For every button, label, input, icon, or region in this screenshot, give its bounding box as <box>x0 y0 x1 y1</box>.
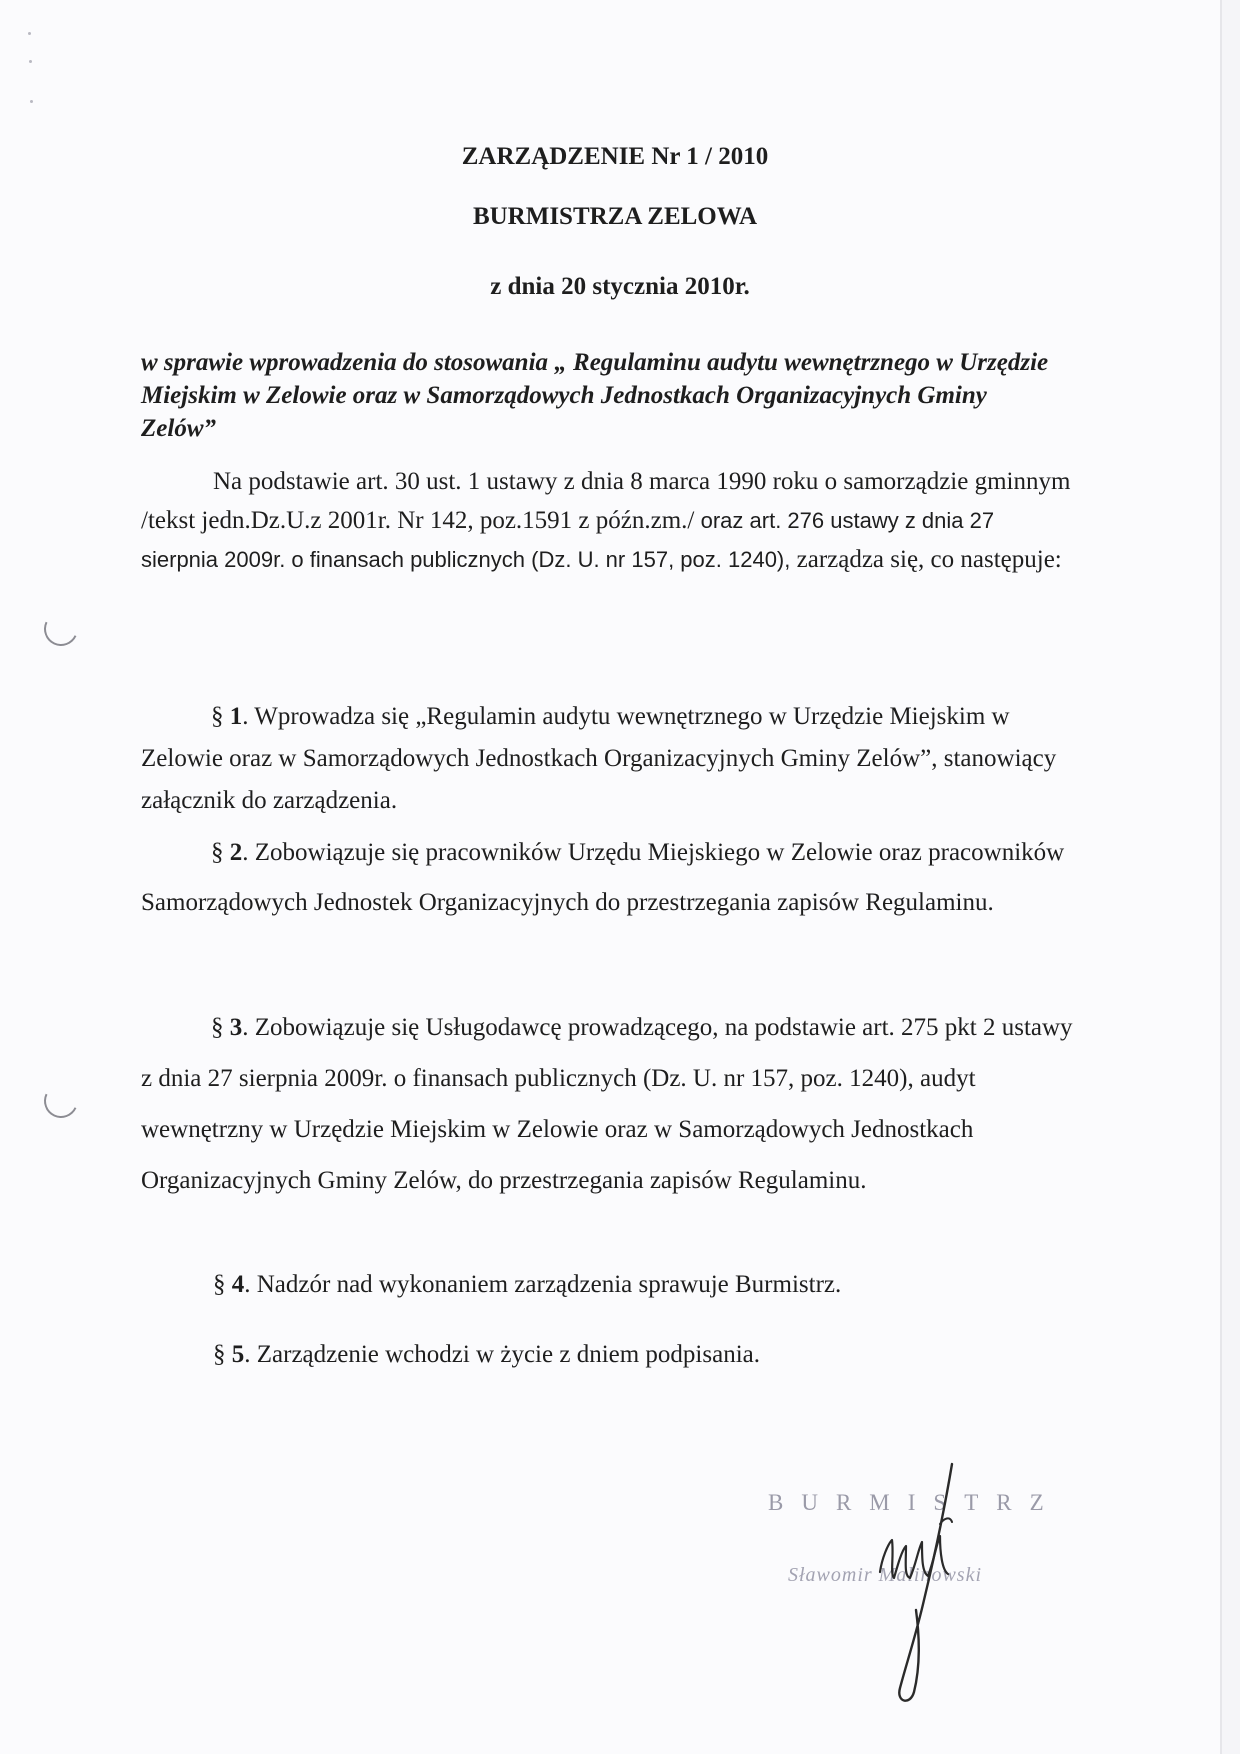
document-title: ZARZĄDZENIE Nr 1 / 2010 <box>461 143 769 170</box>
document-date: z dnia 20 stycznia 2010r. <box>490 273 750 300</box>
paragraph-2 <box>141 828 1076 928</box>
legal-basis <box>141 462 1076 579</box>
legal-basis-part2: oraz art. 276 ustawy z dnia 27 sierpnia 2009r. o finansach publicznych (Dz. U. nr 157, poz. 1240), <box>141 508 995 572</box>
scan-speck <box>28 32 31 35</box>
scan-speck <box>29 60 32 63</box>
section-sign: § <box>211 703 224 730</box>
paragraph-text: . Zobowiązuje się pracowników Urzędu Miejskiego w Zelowie oraz pracowników Samorządowych Jednostek Organizacyjnych do przestrzegania zapisów Regulaminu. <box>141 839 1065 916</box>
paragraph-text: . Nadzór nad wykonaniem zarządzenia sprawuje Burmistrz. <box>244 1271 842 1298</box>
paragraph-1 <box>141 696 1076 822</box>
section-sign: § <box>213 1341 226 1368</box>
section-sign: § <box>213 1271 226 1298</box>
section-sign: § <box>211 839 224 866</box>
paragraph-5 <box>213 1341 1073 1369</box>
legal-basis-part1: Na podstawie art. 30 ust. 1 ustawy z dnia 8 marca 1990 roku o samorządzie gminnym /tekst jedn.Dz.U.z 2001r. Nr 142, poz.1591 z późn.zm./ <box>141 468 1071 534</box>
document-subject: w sprawie wprowadzenia do stosowania „ Regulaminu audytu wewnętrznego w Urzędzie Miejskim w Zelowie oraz w Samorządowych Jednostkach Organizacyjnych Gminy Zelów” <box>141 349 1049 442</box>
paragraph-number: 5 <box>231 1341 245 1368</box>
stamp-name: Sławomir Malinowski <box>788 1564 983 1586</box>
paragraph-3 <box>141 1002 1076 1206</box>
paragraph-4 <box>213 1271 1073 1299</box>
paragraph-text: . Wprowadza się „Regulamin audytu wewnętrznego w Urzędzie Miejskim w Zelowie oraz w Samorządowych Jednostkach Organizacyjnych Gminy Zelów”, stanowiący załącznik do zarządzenia. <box>141 703 1057 814</box>
handwritten-signature <box>840 1460 990 1720</box>
scan-speck <box>30 100 33 103</box>
paragraph-number: 2 <box>229 839 243 866</box>
paragraph-number: 1 <box>229 703 243 730</box>
punch-hole-mark <box>39 607 83 651</box>
paragraph-text: . Zarządzenie wchodzi w życie z dniem podpisania. <box>244 1341 760 1368</box>
punch-hole-mark <box>39 1079 83 1123</box>
stamp-title: BURMISTRZ <box>768 1490 1062 1515</box>
paragraph-number: 3 <box>229 1014 243 1041</box>
paragraph-number: 4 <box>231 1271 245 1298</box>
paragraph-text: . Zobowiązuje się Usługodawcę prowadzącego, na podstawie art. 275 pkt 2 ustawy z dnia 27 sierpnia 2009r. o finansach publicznych (Dz. U. nr 157, poz. 1240), audyt wewnętrzny w Urzędzie Miejskim w Zelowie oraz w Samorządowych Jednostkach Organizacyjnych Gminy Zelów, do przestrzegania zapisów Regulaminu. <box>141 1014 1073 1194</box>
section-sign: § <box>211 1014 224 1041</box>
issuing-authority: BURMISTRZA ZELOWA <box>472 203 758 230</box>
legal-basis-part3: zarządza się, co następuje: <box>790 546 1062 573</box>
